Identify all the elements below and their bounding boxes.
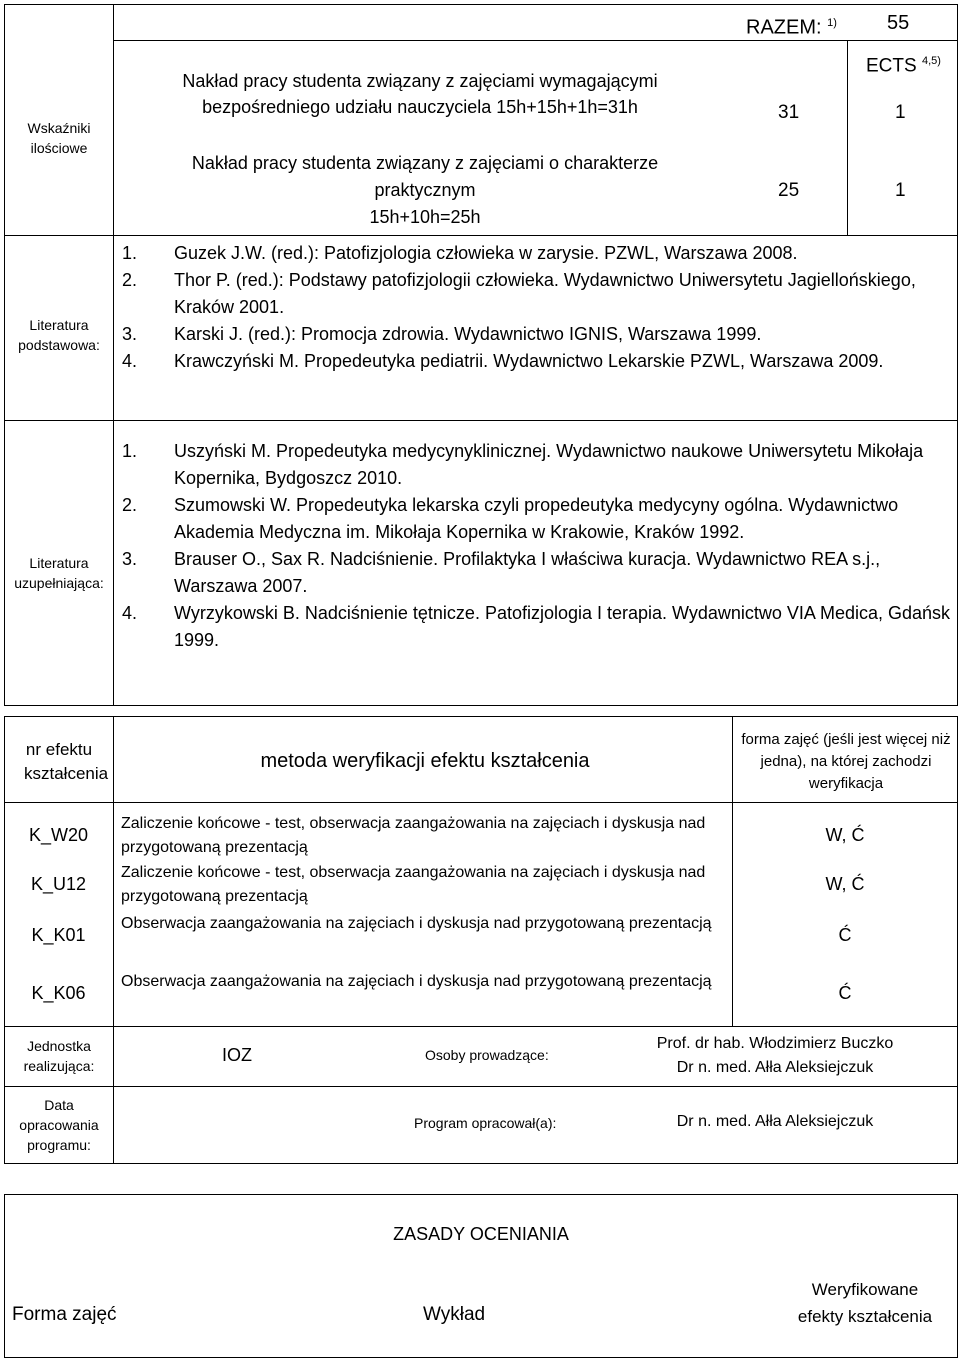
- list-item: [122, 492, 952, 546]
- list-text: Uszyński M. Propedeutyka medycynyklinicznej. Wydawnictwo naukowe Uniwersytetu Mikołaja Kopernika, Bydgoszcz 2010.: [174, 441, 924, 488]
- row-form: Ć: [838, 925, 852, 945]
- grading-title: ZASADY OCENIANIA: [393, 1224, 569, 1244]
- workload-practical-line1: Nakład pracy studenta związany z zajęciami o charakterze: [191, 153, 659, 173]
- row-code: K_U12: [30, 874, 87, 894]
- lit-basic-list: [122, 240, 942, 375]
- person-1: Prof. dr hab. Włodzimierz Buczko: [656, 1035, 894, 1052]
- method-column-divider: [732, 716, 733, 1026]
- code-column-divider: [113, 716, 114, 1164]
- persons-label: Osoby prowadzące:: [425, 1047, 549, 1063]
- razem-footnote: 1): [827, 17, 837, 29]
- list-text: Brauser O., Sax R. Nadciśnienie. Profilaktyka I właściwa kuracja. Wydawnictwo REA s.j., Warszawa 2007.: [174, 549, 881, 596]
- workload-contact-ects: 1: [895, 102, 906, 123]
- workload-practical-text: [150, 150, 700, 231]
- unit-label: Jednostka realizująca:: [23, 1038, 95, 1074]
- row-method: Zaliczenie końcowe - test, obserwacja zaangażowania na zajęciach i dyskusja nad przygotowaną prezentacją: [121, 815, 706, 856]
- workload-practical-line3: 15h+10h=25h: [369, 207, 481, 227]
- list-number: 2.: [122, 495, 138, 515]
- label-column-divider: [113, 4, 114, 706]
- razem-label: RAZEM:: [746, 16, 822, 39]
- list-number: 2.: [122, 270, 138, 290]
- list-text: Krawczyński M. Propedeutyka pediatrii. Wydawnictwo Lekarskie PZWL, Warszawa 2009.: [174, 351, 884, 371]
- razem-header: [746, 10, 837, 41]
- grading-col-form: Forma zajęć: [12, 1304, 117, 1325]
- ects-label: ECTS: [866, 55, 917, 77]
- list-number: 4.: [122, 351, 138, 371]
- lit-extra-list: [122, 438, 952, 654]
- person-2: Dr n. med. Ałła Aleksiejczuk: [676, 1059, 874, 1076]
- row-code: K_W20: [28, 825, 89, 845]
- razem-value: 55: [887, 12, 910, 34]
- list-item: [122, 600, 952, 654]
- workload-contact-text: Nakład pracy studenta związany z zajęciami wymagającymi bezpośredniego udziału nauczyciela 15h+15h+1h=31h: [182, 71, 658, 117]
- unit-value: IOZ: [222, 1045, 252, 1065]
- list-text: Karski J. (red.): Promocja zdrowia. Wydawnictwo IGNIS, Warszawa 1999.: [174, 324, 762, 344]
- list-text: Szumowski W. Propedeutyka lekarska czyli propedeutyka medycyny ogólna. Wydawnictwo Akademia Medyczna im. Mikołaja Kopernika w Krakowie, Kraków 1992.: [174, 495, 899, 542]
- grading-col-effects-line1: Weryfikowane: [811, 1280, 919, 1299]
- row-code: K_K01: [31, 925, 86, 945]
- row-form: Ć: [838, 983, 852, 1003]
- footer-middle-divider: [4, 1086, 958, 1087]
- workload-contact-hours: 31: [778, 102, 800, 123]
- ects-column-divider: [847, 40, 848, 235]
- col-header-code: nr efektu kształcenia: [24, 740, 109, 783]
- row-code: K_K06: [31, 983, 86, 1003]
- grading-col-effects-line2: efekty kształcenia: [797, 1307, 933, 1326]
- row-method: Zaliczenie końcowe - test, obserwacja zaangażowania na zajęciach i dyskusja nad przygotowaną prezentacją: [121, 864, 706, 905]
- verification-header-divider: [4, 802, 958, 803]
- list-text: Thor P. (red.): Podstawy patofizjologii człowieka. Wydawnictwo Uniwersytetu Jagiellońskiego, Kraków 2001.: [174, 270, 916, 317]
- grading-col-effects: [780, 1276, 950, 1330]
- ects-footnote: 4,5): [921, 55, 941, 67]
- ects-header: [866, 48, 941, 79]
- lit-basic-bottom-divider: [4, 420, 958, 421]
- list-number: 3.: [122, 549, 138, 569]
- row-form: W, Ć: [825, 874, 865, 894]
- list-number: 1.: [122, 441, 138, 461]
- lit-basic-label: Literatura podstawowa:: [18, 317, 100, 353]
- footer-top-divider: [4, 1026, 958, 1027]
- list-item: [122, 267, 942, 321]
- workload-practical-hours: 25: [778, 180, 800, 201]
- lit-extra-label: Literatura uzupełniająca:: [14, 555, 104, 591]
- author-value: Dr n. med. Ałła Aleksiejczuk: [676, 1113, 874, 1130]
- workload-practical-line2: praktycznym: [374, 180, 476, 200]
- list-item: [122, 240, 942, 267]
- quant-label: Wskaźniki ilościowe: [27, 120, 91, 156]
- list-item: [122, 438, 952, 492]
- grading-col-lecture: Wykład: [423, 1304, 486, 1325]
- quant-bottom-divider: [4, 235, 958, 236]
- persons-value: [640, 1032, 910, 1080]
- col-header-form: forma zajęć (jeśli jest więcej niż jedna), na której zachodzi weryfikacja: [741, 731, 951, 792]
- list-number: 3.: [122, 324, 138, 344]
- list-text: Wyrzykowski B. Nadciśnienie tętnicze. Patofizjologia I terapia. Wydawnictwo VIA Medica, Gdańsk 1999.: [174, 603, 951, 650]
- list-text: Guzek J.W. (red.): Patofizjologia człowieka w zarysie. PZWL, Warszawa 2008.: [174, 243, 798, 263]
- row-method: Obserwacja zaangażowania na zajęciach i dyskusja nad przygotowaną prezentacją: [121, 973, 712, 990]
- row-form: W, Ć: [825, 825, 865, 845]
- list-item: [122, 348, 942, 375]
- list-item: [122, 321, 942, 348]
- workload-practical-ects: 1: [895, 180, 906, 201]
- list-item: [122, 546, 952, 600]
- list-number: 1.: [122, 243, 138, 263]
- list-number: 4.: [122, 603, 138, 623]
- row-method: Obserwacja zaangażowania na zajęciach i dyskusja nad przygotowaną prezentacją: [121, 915, 712, 932]
- date-label: Data opracowania programu:: [19, 1097, 99, 1153]
- author-label: Program opracował(a):: [414, 1115, 557, 1131]
- col-header-method: metoda weryfikacji efektu kształcenia: [260, 750, 590, 772]
